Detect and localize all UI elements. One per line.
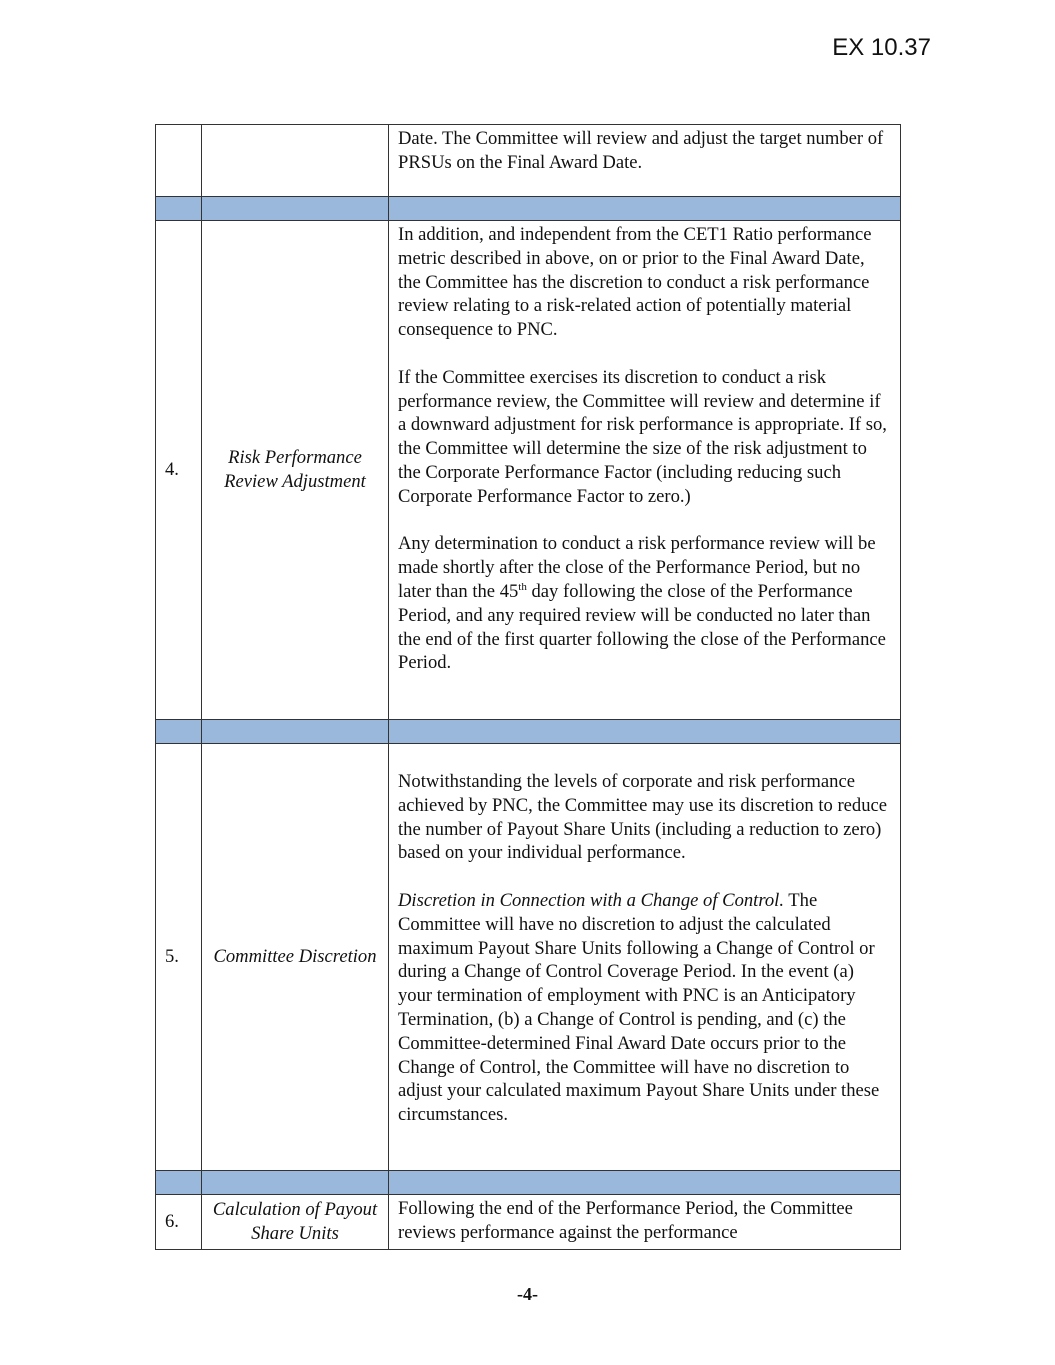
row-label: Calculation of Payout Share Units — [202, 1195, 389, 1250]
table-row-5 — [156, 744, 901, 1171]
paragraph: In addition, and independent from the CET1 Ratio performance metric described in above, on or prior to the Final Award Date, the Committee has the discretion to conduct a risk performance review relating to a risk-related action of potentially material consequence to PNC. — [398, 224, 872, 341]
paragraph — [398, 532, 891, 675]
page-number: -4- — [517, 1284, 538, 1304]
paragraph — [398, 889, 891, 1127]
terms-table — [155, 124, 901, 1250]
row-label: Risk Performance Review Adjustment — [202, 221, 389, 720]
row-number: 6. — [156, 1195, 202, 1250]
separator-row — [156, 720, 901, 744]
paragraph-part: The Committee will have no discretion to adjust the calculated maximum Payout Share Units following a Change of Control or during a Change of Control Coverage Period. In the event (a) your termination of employment with PNC is an Anticipatory Termination, (b) a Change of Control is pending, and (c) the Committee-determined Final Award Date occurs prior to the Change of Control, the Committee will have no discretion to adjust your calculated maximum Payout Share Units under these circumstances. — [398, 889, 880, 1126]
exhibit-number: EX 10.37 — [832, 34, 931, 61]
ordinal-superscript: th — [518, 580, 527, 593]
row-label-cell — [202, 125, 389, 197]
paragraph-heading: Discretion in Connection with a Change of Control. — [398, 889, 784, 911]
paragraph: Following the end of the Performance Period, the Committee reviews performance against the performance — [398, 1198, 853, 1243]
separator-row — [156, 197, 901, 221]
table-row-continued — [156, 125, 901, 197]
row-text-cell — [389, 221, 901, 720]
paragraph-part: day following the close of the Performance Period, and any required review will be conducted no later than the end of the first quarter following the close of the Performance Period. — [398, 580, 886, 674]
table-row-4 — [156, 221, 901, 720]
paragraph-part: Any determination to conduct a risk performance review will be made shortly after the close of the Performance Period, but no later than the 45 — [398, 533, 876, 602]
row-number-cell — [156, 125, 202, 197]
row-text-cell — [389, 1195, 901, 1250]
paragraph: Notwithstanding the levels of corporate and risk performance achieved by PNC, the Committee may use its discretion to reduce the number of Payout Share Units (including a reduction to zero) based on your individual performance. — [398, 771, 888, 864]
row-number: 4. — [156, 221, 202, 720]
row-number: 5. — [156, 744, 202, 1171]
row-label: Committee Discretion — [202, 744, 389, 1171]
row-text-cell — [389, 744, 901, 1171]
continued-paragraph: Date. The Committee will review and adjust the target number of PRSUs on the Final Award Date. — [398, 128, 884, 173]
paragraph: If the Committee exercises its discretion to conduct a risk performance review, the Committee will review and determine if a downward adjustment for risk performance is appropriate. If so, the Committee will determine the size of the risk adjustment to the Corporate Performance Factor (including reducing such Corporate Performance Factor to zero.) — [398, 366, 887, 507]
separator-row — [156, 1171, 901, 1195]
row-text-cell — [389, 125, 901, 197]
table-row-6 — [156, 1195, 901, 1250]
